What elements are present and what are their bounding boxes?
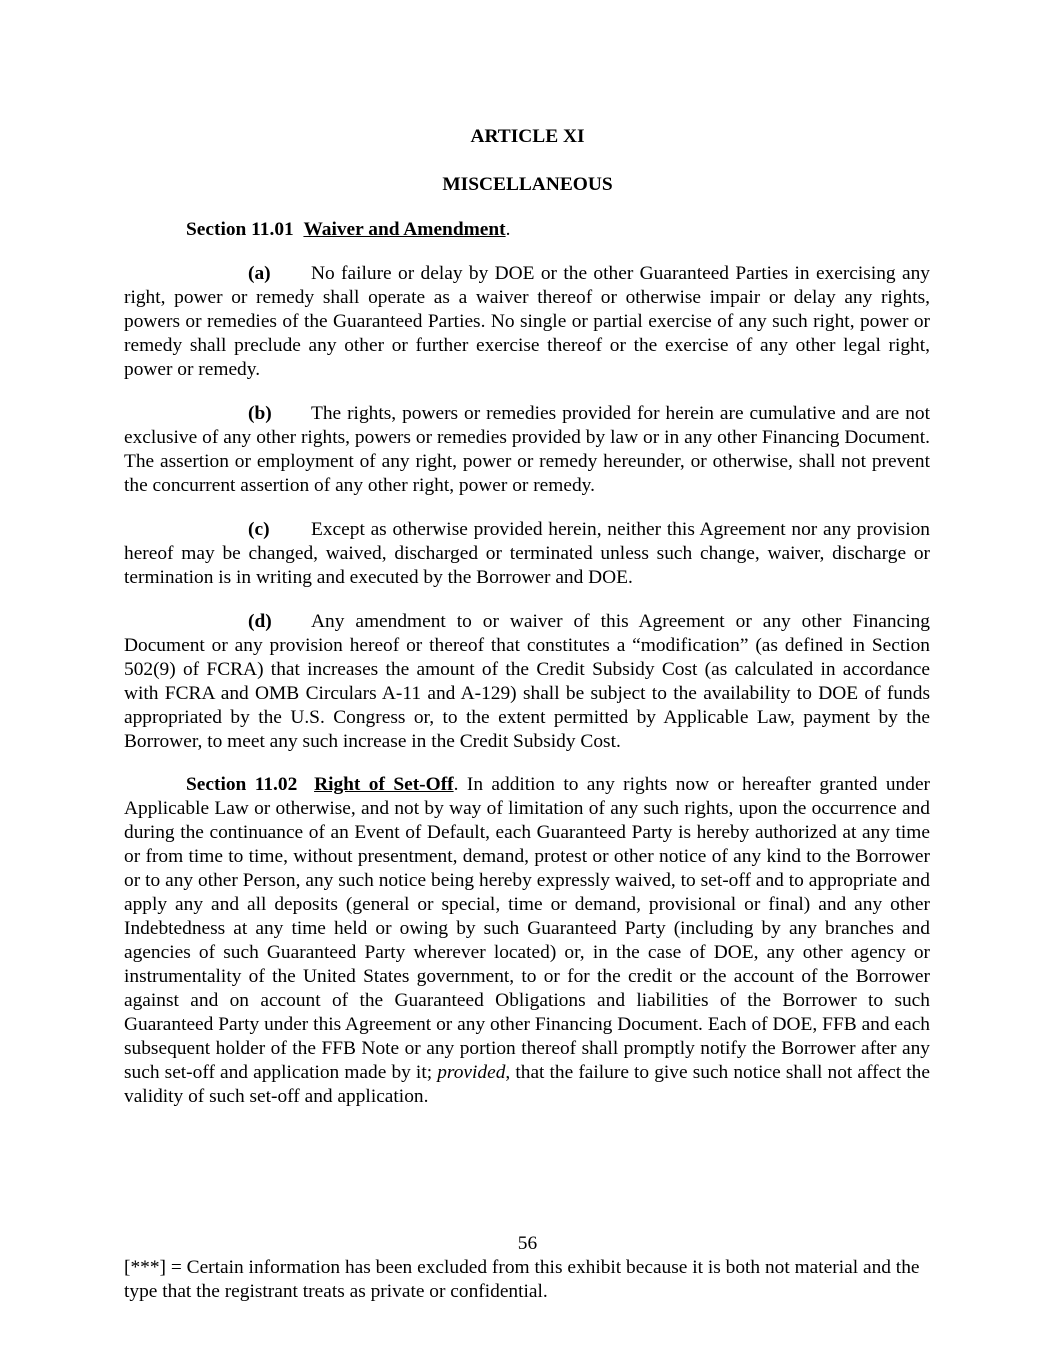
paragraph-c [124,518,930,590]
paragraph-d-marker: (d) [248,611,272,632]
paragraph-b-marker: (b) [248,403,272,424]
section-11-01-title: Waiver and Amendment [303,219,506,240]
section-11-01-title-punct: . [505,219,511,240]
paragraph-a-text: No failure or delay by DOE or the other Guaranteed Parties in exercising any right, power or remedy shall operate as a waiver thereof or otherwise impair or delay any rights, powers or remedies of the Guaranteed Parties. No single or partial exercise of any such right, power or remedy shall preclude any other or further exercise thereof or the exercise of any other legal right, power or remedy. [124,263,930,380]
paragraph-c-text: Except as otherwise provided herein, neither this Agreement nor any provision hereof may be changed, waived, discharged or terminated unless such change, waiver, discharge or termination is in writing and executed by the Borrower and DOE. [124,519,930,588]
section-11-02-title: Right of Set-Off [314,774,454,795]
article-title: MISCELLANEOUS [442,174,613,195]
paragraph-b [124,402,930,498]
paragraph-b-text: The rights, powers or remedies provided for herein are cumulative and are not exclusive of any other rights, powers or remedies provided by law or in any other Financing Document. The assertion or employment of any right, power or remedy hereunder, or otherwise, shall not prevent the concurrent assertion of any other right, power or remedy. [124,403,930,496]
section-11-01-heading [124,218,930,242]
section-11-02-italic-term: provided [437,1062,506,1083]
paragraph-a [124,262,930,382]
footer-note: [***] = Certain information has been excluded from this exhibit because it is both not material and the type that the registrant treats as private or confidential. [124,1257,920,1302]
article-heading: ARTICLE XI [470,126,585,147]
page-number: 56 [517,1233,538,1254]
section-11-02-number: Section 11.02 [186,774,298,795]
paragraph-a-marker: (a) [248,263,271,284]
section-11-02 [124,773,930,1109]
paragraph-c-marker: (c) [248,519,270,540]
paragraph-d-text: Any amendment to or waiver of this Agreement or any other Financing Document or any provision hereof or thereof that constitutes a “modification” (as defined in Section 502(9) of FCRA) that increases the amount of the Credit Subsidy Cost (as calculated in accordance with FCRA and OMB Circulars A-11 and A-129) shall be subject to the availability to DOE of funds appropriated by the U.S. Congress or, to the extent permitted by Applicable Law, payment by the Borrower, to meet any such increase in the Credit Subsidy Cost. [124,611,930,752]
section-11-02-text-after: , that the failure to give such notice shall not affect the validity of such set-off and application. [124,1062,930,1107]
section-11-02-text-before: . In addition to any rights now or hereafter granted under Applicable Law or otherwise, and not by way of limitation of any such rights, upon the occurrence and during the continuance of an Event of Default, each Guaranteed Party is hereby authorized at any time or from time to time, without presentment, demand, protest or other notice of any kind to the Borrower or to any other Person, any such notice being hereby expressly waived, to set-off and to appropriate and apply any and all deposits (general or special, time or demand, provisional or final) and any other Indebtedness at any time held or owing by such Guaranteed Party (including by any branches and agencies of such Guaranteed Party wherever located) or, in the case of DOE, any other agency or instrumentality of the United States government, to or for the credit or the account of the Borrower against and on account of the Guaranteed Obligations and liabilities of the Borrower to such Guaranteed Party under this Agreement or any other Financing Document. Each of DOE, FFB and each subsequent holder of the FFB Note or any portion thereof shall promptly notify the Borrower after any such set-off and application made by it; [124,774,931,1083]
section-11-01-number: Section 11.01 [186,219,294,240]
paragraph-d [124,610,930,754]
